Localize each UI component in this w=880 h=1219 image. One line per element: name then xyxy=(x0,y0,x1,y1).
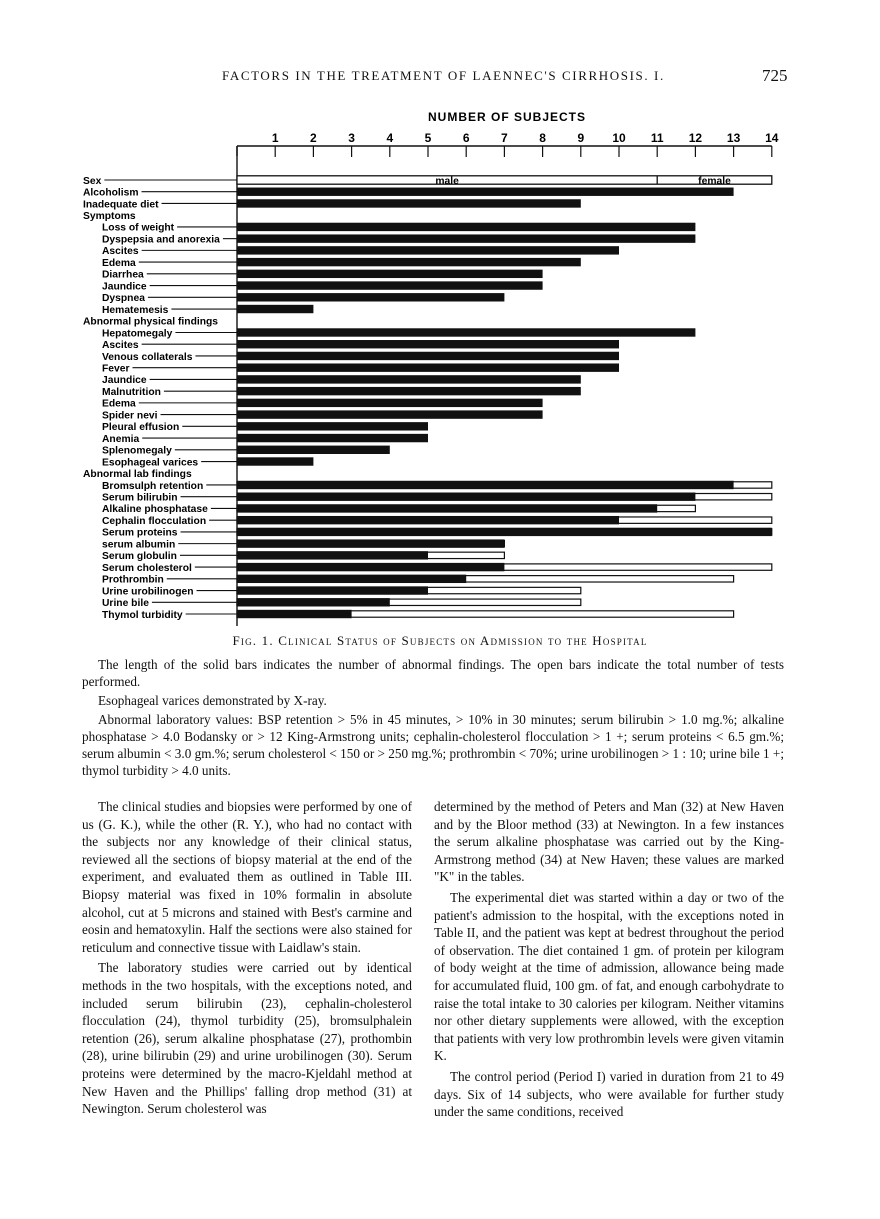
page-number: 725 xyxy=(762,66,788,85)
row-label: Urine urobilinogen xyxy=(102,586,194,598)
row-label: Fever xyxy=(102,363,130,375)
body-right-column xyxy=(434,798,784,1124)
x-tick-label-10: 10 xyxy=(612,131,626,145)
bar-solid xyxy=(237,234,695,242)
note-varices: Esophageal varices demonstrated by X-ray. xyxy=(98,693,327,708)
bar-solid xyxy=(237,305,313,313)
note-bars: The length of the solid bars indicates the number of abnormal findings. The open bars indicate the total number of tests performed. xyxy=(82,657,784,689)
bar-solid xyxy=(237,246,619,254)
row-label: serum albumin xyxy=(102,539,176,551)
x-tick-label-7: 7 xyxy=(501,131,508,145)
x-tick-label-5: 5 xyxy=(424,131,432,145)
row-label: Edema xyxy=(102,398,136,410)
row-label: Spider nevi xyxy=(102,410,158,422)
bar-solid xyxy=(237,199,581,207)
row-label: Urine bile xyxy=(102,598,149,610)
paragraph: determined by the method of Peters and Man (32) at New Haven and by the Bloor method (33) at Newington. In a few instances the serum alkaline phosphatase was carried out by the King-Armstrong method (34) at New Haven; these values are marked "K" in the tables. xyxy=(434,799,784,885)
figure-caption: Fig. 1. Clinical Status of Subjects on Admission to the Hospital xyxy=(232,633,648,648)
bar-solid xyxy=(237,457,313,465)
bar-solid xyxy=(237,493,695,501)
bar-solid xyxy=(237,528,772,536)
figure-notes xyxy=(82,656,784,781)
row-label: Diarrhea xyxy=(102,269,144,281)
x-tick-label-4: 4 xyxy=(386,131,394,145)
row-label: Hematemesis xyxy=(102,304,169,316)
row-label: Loss of weight xyxy=(102,222,175,234)
x-tick-label-12: 12 xyxy=(688,131,703,145)
bar-solid xyxy=(237,223,695,231)
row-label: Inadequate diet xyxy=(83,199,159,211)
bar-solid xyxy=(237,270,543,278)
paragraph: The control period (Period I) varied in duration from 21 to 49 days. Six of 14 subjects, who were available for further study under the same conditions, received xyxy=(434,1068,784,1120)
bar-solid xyxy=(237,352,619,360)
bar-solid xyxy=(237,375,581,383)
row-label: Pleural effusion xyxy=(102,422,180,434)
row-label: Thymol turbidity xyxy=(102,609,183,621)
chart-title: NUMBER OF SUBJECTS xyxy=(427,110,587,124)
row-label: Sex xyxy=(83,175,102,187)
x-tick-label-14: 14 xyxy=(765,131,779,145)
row-label: Cephalin flocculation xyxy=(102,515,207,527)
bar-solid xyxy=(237,610,352,618)
bar-solid xyxy=(237,539,504,547)
bar-solid xyxy=(237,551,428,559)
row-label: Prothrombin xyxy=(102,574,164,586)
paragraph: The experimental diet was started within a day or two of the patient's admission to the hospital, with the exceptions noted in Table II, and the patient was kept at bedrest throughout the period of observation. The diet contained 1 gm. of protein per kilogram of body weight at the time of admission, allowance being made for accumulated fluid, 100 gm. of fat, and enough carbohydrate to raise the total intake to 30 calories per kilogram. Neither vitamins nor other dietary supplements were allowed, with the exception that patients with very low prothrombin levels were given vitamin K. xyxy=(434,889,784,1064)
row-label: Symptoms xyxy=(83,210,136,222)
row-label: Jaundice xyxy=(102,281,147,293)
bar-solid xyxy=(237,328,695,336)
row-label: Ascites xyxy=(102,246,139,258)
bar-solid xyxy=(237,410,543,418)
x-tick-label-11: 11 xyxy=(650,131,664,145)
row-label: Serum proteins xyxy=(102,527,178,539)
bar-solid xyxy=(237,293,504,301)
row-label: Bromsulph retention xyxy=(102,480,204,492)
row-label: Jaundice xyxy=(102,375,147,387)
bar-solid xyxy=(237,399,543,407)
bar-solid xyxy=(237,340,619,348)
row-label: Anemia xyxy=(102,433,140,445)
bar-solid xyxy=(237,387,581,395)
running-title: FACTORS IN THE TREATMENT OF LAENNEC'S CIRRHOSIS. I. xyxy=(222,68,665,83)
bar-solid xyxy=(237,504,657,512)
bar-solid xyxy=(237,188,734,196)
row-label: Dyspnea xyxy=(102,293,145,305)
paragraph: The laboratory studies were carried out by identical methods in the two hospitals, with the exceptions noted, and included serum bilirubin (23), cephalin-cholesterol flocculation (24), thymol turbidity (25), bromsulphalein retention (26), serum alkaline phosphatase (27), prothombin (28), urine bilirubin (29) and urine urobilinogen (30). Serum proteins were determined by the macro-Kjeldahl method at New Haven and the Phillips' falling drop method (31) at Newington. Serum cholesterol was xyxy=(82,960,412,1117)
row-label: Abnormal physical findings xyxy=(83,316,219,328)
legend-female: female xyxy=(698,175,731,187)
bar-solid xyxy=(237,281,543,289)
x-tick-label-6: 6 xyxy=(462,131,470,145)
row-label: Dyspepsia and anorexia xyxy=(102,234,220,246)
x-tick-label-13: 13 xyxy=(726,131,741,145)
row-label: Edema xyxy=(102,257,136,269)
body-left-column xyxy=(82,798,412,1121)
bar-solid xyxy=(237,363,619,371)
x-tick-label-1: 1 xyxy=(271,131,279,145)
bar-solid xyxy=(237,422,428,430)
row-label: Serum globulin xyxy=(102,551,177,563)
note-lab-values: Abnormal laboratory values: BSP retention > 5% in 45 minutes, > 10% in 30 minutes; serum bilirubin > 1.0 mg.%; alkaline phosphatase > 4.0 Bodansky or > 12 King-Armstrong units; cephalin-cholesterol flocculation > 1 +; serum proteins < 6.5 gm.%; serum albumin < 3.0 gm.%; serum cholesterol < 150 or > 250 mg.%; prothrombin < 70%; urine urobilinogen > 1 : 10; urine bile 1 +; thymol turbidity > 4.0 units. xyxy=(82,712,784,778)
legend-male: male xyxy=(435,175,459,187)
row-label: Serum bilirubin xyxy=(102,492,178,504)
bar-solid xyxy=(237,598,390,606)
bar-solid xyxy=(237,446,390,454)
x-tick-label-3: 3 xyxy=(348,131,355,145)
row-label: Serum cholesterol xyxy=(102,562,192,574)
bar-solid xyxy=(237,563,504,571)
bar-solid xyxy=(237,575,466,583)
row-label: Hepatomegaly xyxy=(102,328,173,340)
row-label: Venous collaterals xyxy=(102,351,193,363)
bar-solid xyxy=(237,516,619,524)
row-label: Abnormal lab findings xyxy=(83,469,192,481)
bar-sex-outline xyxy=(237,176,772,184)
row-label: Ascites xyxy=(102,340,139,352)
bar-solid xyxy=(237,434,428,442)
bar-solid xyxy=(237,258,581,266)
paragraph: The clinical studies and biopsies were performed by one of us (G. K.), while the other (R. Y.), who had no contact with the subjects nor any knowledge of their clinical status, reviewed all the sections of biopsy material at the end of the experiment, and evaluated them as outlined in Table III. Biopsy material was fixed in 10% formalin in absolute alcohol, cut at 5 microns and stained with Best's carmine and eosin and hematoxylin. Half the sections were also stained for reticulum and connective tissue with Laidlaw's stain. xyxy=(82,799,412,955)
row-label: Esophageal varices xyxy=(102,457,199,469)
bar-solid xyxy=(237,481,734,489)
row-label: Malnutrition xyxy=(102,386,161,398)
x-tick-label-8: 8 xyxy=(539,131,546,145)
bar-solid xyxy=(237,586,428,594)
x-tick-label-9: 9 xyxy=(577,131,585,145)
row-label: Splenomegaly xyxy=(102,445,172,457)
x-tick-label-2: 2 xyxy=(310,131,317,145)
row-label: Alkaline phosphatase xyxy=(102,504,208,516)
row-label: Alcoholism xyxy=(83,187,139,199)
